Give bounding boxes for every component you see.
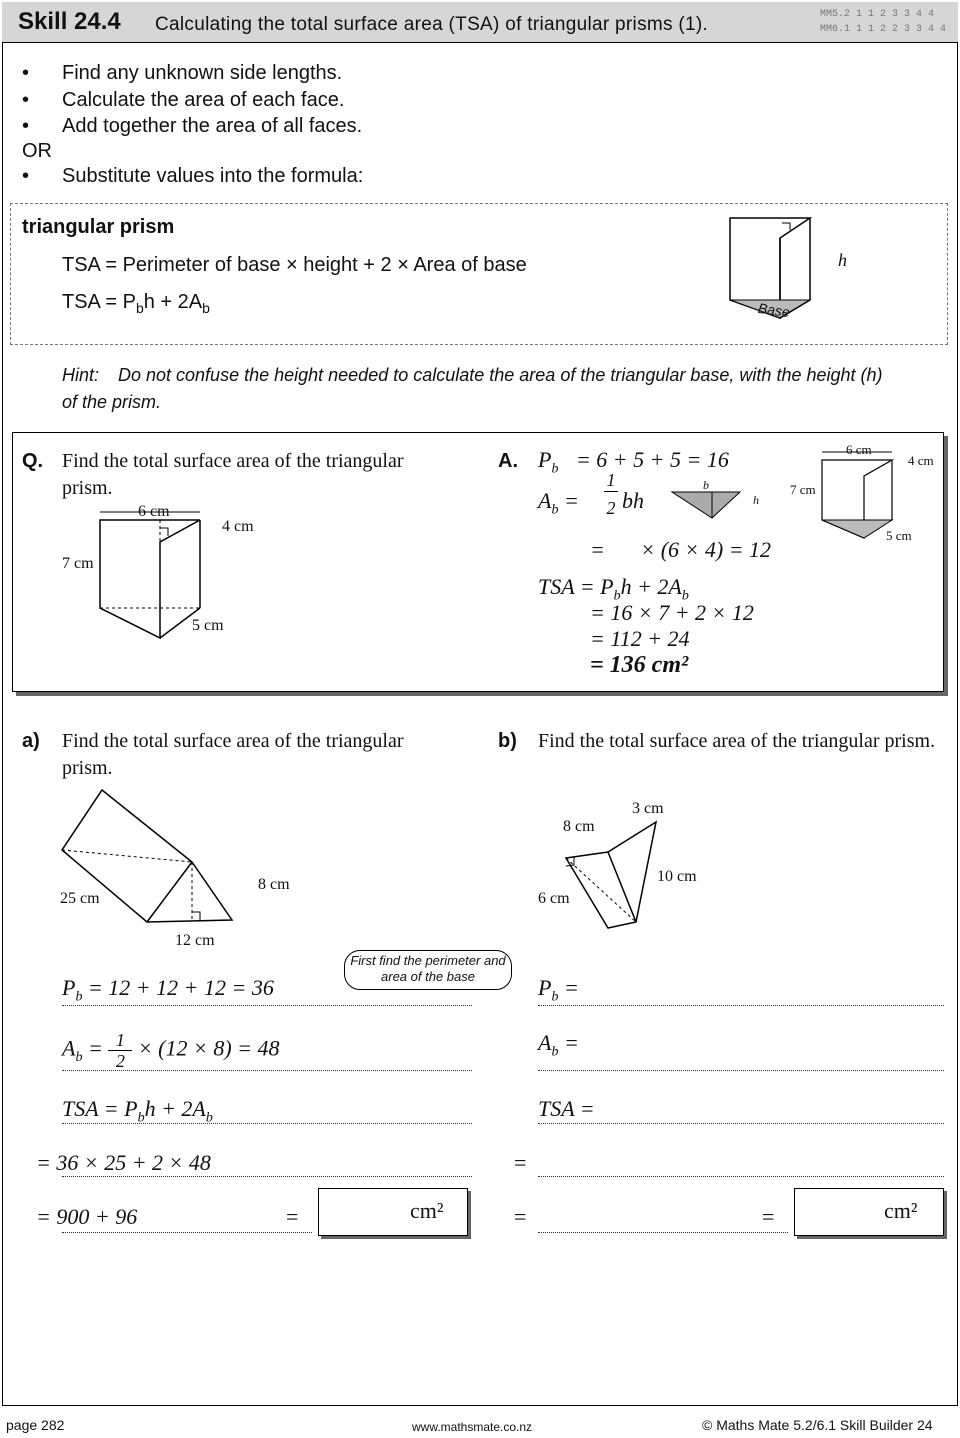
right-dim-height: 7 cm bbox=[790, 482, 816, 497]
example-answer: = 136 cm² bbox=[590, 652, 689, 678]
page-number: page 282 bbox=[6, 1417, 65, 1433]
part-a-label: a) bbox=[22, 730, 40, 752]
curriculum-code-2: MM6.1 1 1 2 2 3 3 4 4 bbox=[820, 24, 947, 35]
example-frac-den: 2 bbox=[606, 498, 616, 518]
curriculum-code-1: MM5.2 1 1 2 3 3 4 4 bbox=[820, 9, 935, 20]
mini-b-label: b bbox=[703, 478, 709, 492]
copyright: © Maths Mate 5.2/6.1 Skill Builder 24 bbox=[702, 1417, 933, 1433]
bullet-icon: • bbox=[22, 62, 30, 84]
formula-line-2: TSA = $P_bh + 2A_b$ bbox=[62, 291, 210, 316]
step-3: Add together the area of all faces. bbox=[62, 115, 363, 137]
answer-line bbox=[538, 1123, 944, 1124]
part-b-line4: = bbox=[514, 1150, 527, 1175]
answer-line bbox=[62, 1176, 472, 1177]
bullet-icon: • bbox=[22, 115, 30, 137]
example-dim-height: 7 cm bbox=[62, 555, 94, 572]
bullet-icon: • bbox=[22, 165, 30, 187]
example-frac-num: 1 bbox=[604, 470, 618, 492]
part-b-answer-box[interactable] bbox=[794, 1188, 944, 1236]
hint: Hint: Do not confuse the height needed to calculate the area of the triangular base, with the height (h) of the prism. bbox=[62, 365, 883, 412]
skill-title: Calculating the total surface area (TSA) of triangular prisms (1). bbox=[155, 14, 709, 35]
example-dim-slant: 5 cm bbox=[192, 617, 224, 634]
formula-heading: triangular prism bbox=[22, 216, 175, 238]
or-label: OR bbox=[22, 140, 52, 162]
part-a-ab: $A_b$ = $\frac{1}{2}$ × (12 × 8) = 48 bbox=[62, 1030, 280, 1071]
part-a-prism bbox=[62, 790, 242, 930]
answer-line bbox=[62, 1070, 472, 1071]
part-b-line5b: = bbox=[762, 1204, 775, 1229]
bullet-icon: • bbox=[22, 89, 30, 111]
skill-number: Skill 24.4 bbox=[18, 8, 121, 35]
part-b-pb: $P_b$ = bbox=[538, 975, 579, 1005]
example-ab2: = × (6 × 4) = 12 bbox=[590, 537, 772, 562]
example-dim-side: 4 cm bbox=[222, 518, 254, 535]
step-1: Find any unknown side lengths. bbox=[62, 62, 343, 84]
formula-line-1: TSA = Perimeter of base × height + 2 × Area of base bbox=[62, 254, 527, 276]
part-a-pb: $P_b = 12 + 12 + 12 = 36$ bbox=[62, 975, 274, 1005]
step-formula: Substitute values into the formula: bbox=[62, 165, 364, 187]
example-tsa2: = 16 × 7 + 2 × 12 bbox=[590, 600, 754, 625]
mini-h-label: h bbox=[753, 493, 759, 507]
part-b-unit: cm² bbox=[884, 1198, 918, 1223]
right-dim-slant: 5 cm bbox=[886, 528, 912, 543]
website[interactable]: www.mathsmate.co.nz bbox=[412, 1420, 533, 1434]
part-b-dim-side: 8 cm bbox=[563, 818, 595, 835]
example-pb: $P_b = 6 + 5 + 5 = 16$ bbox=[538, 447, 729, 477]
base-label: Base bbox=[757, 299, 791, 321]
part-a-tsa: TSA = $P_bh + 2A_b$ bbox=[62, 1096, 213, 1126]
a-label: A. bbox=[498, 450, 518, 472]
height-label: h bbox=[838, 250, 847, 270]
part-a-answer-box[interactable] bbox=[318, 1188, 468, 1236]
part-b-dim-length: 10 cm bbox=[657, 868, 697, 885]
example-tsa: TSA = $P_bh + 2A_b$ bbox=[538, 574, 689, 604]
answer-line bbox=[62, 1123, 472, 1124]
answer-line bbox=[538, 1005, 944, 1006]
part-b-text: Find the total surface area of the triangular prism. bbox=[538, 730, 936, 752]
right-dim-side: 4 cm bbox=[908, 453, 934, 468]
step-2: Calculate the area of each face. bbox=[62, 89, 345, 111]
answer-line bbox=[62, 1005, 472, 1006]
mini-triangle bbox=[672, 492, 742, 520]
part-a-line5: = 900 + 96 bbox=[36, 1204, 138, 1229]
example-tsa3: = 112 + 24 bbox=[590, 626, 690, 651]
part-b-dim-top: 3 cm bbox=[632, 800, 664, 817]
part-a-line4: = 36 × 25 + 2 × 48 bbox=[36, 1150, 211, 1175]
part-b-ab: $A_b$ = bbox=[538, 1030, 579, 1060]
part-a-dim-height: 8 cm bbox=[258, 876, 290, 893]
example-dim-top: 6 cm bbox=[138, 503, 170, 520]
q-label: Q. bbox=[22, 450, 44, 472]
part-a-equals: = bbox=[286, 1204, 299, 1229]
part-a-dim-length: 25 cm bbox=[60, 890, 100, 907]
part-a-dim-base: 12 cm bbox=[175, 932, 215, 949]
part-b-label: b) bbox=[498, 730, 517, 752]
right-dim-top: 6 cm bbox=[846, 442, 872, 457]
part-a-unit: cm² bbox=[410, 1198, 444, 1223]
q-text: Find the total surface area of the triangular prism. bbox=[62, 450, 404, 499]
example-ab-rest: bh bbox=[622, 488, 644, 513]
callout: First find the perimeter and area of the base bbox=[344, 950, 512, 990]
part-b-line5a: = bbox=[514, 1204, 527, 1229]
part-a-text: Find the total surface area of the triangular prism. bbox=[62, 730, 404, 779]
part-b-dim-height: 6 cm bbox=[538, 890, 570, 907]
answer-line bbox=[62, 1232, 312, 1233]
part-b-tsa: TSA = bbox=[538, 1096, 595, 1121]
answer-line bbox=[538, 1232, 788, 1233]
answer-line bbox=[538, 1070, 944, 1071]
answer-line bbox=[538, 1176, 944, 1177]
example-ab: $A_b$ = bbox=[538, 488, 579, 518]
